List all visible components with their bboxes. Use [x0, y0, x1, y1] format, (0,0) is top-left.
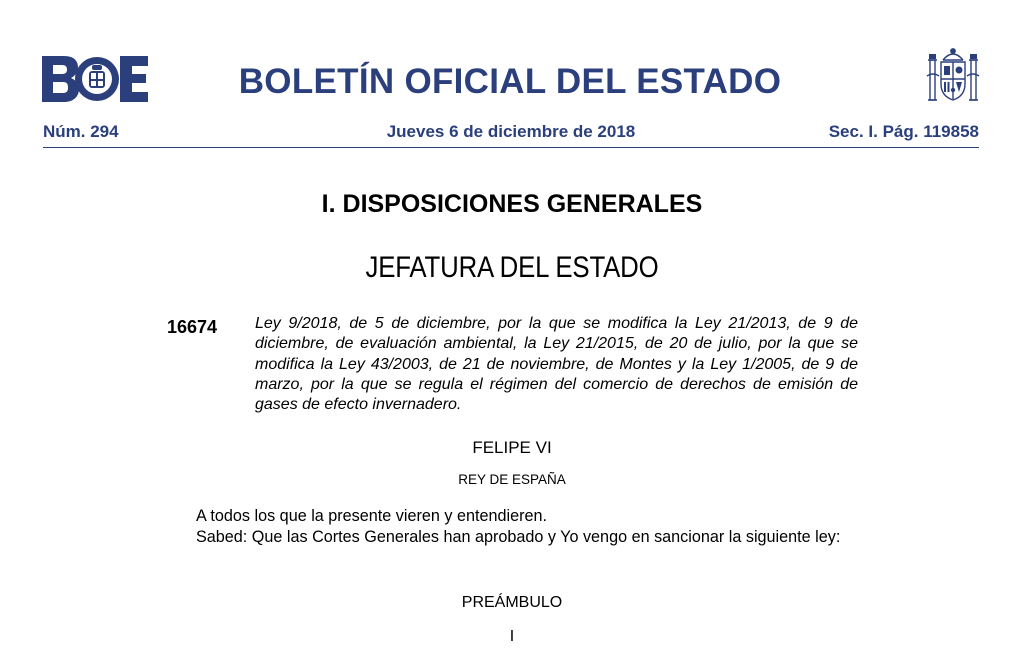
paragraph: Sabed: Que las Cortes Generales han aprobado y Yo vengo en sancionar la siguiente ley: — [196, 527, 841, 546]
boe-logo-icon — [42, 56, 148, 102]
issue-number: Núm. 294 — [43, 122, 119, 141]
header-divider — [43, 147, 979, 148]
preamble-section-numeral: I — [509, 628, 515, 645]
issue-date: Jueves 6 de diciembre de 2018 — [386, 122, 636, 141]
preamble-heading: PREÁMBULO — [461, 594, 563, 611]
law-number: 16674 — [167, 317, 218, 337]
promulgation-text — [168, 506, 858, 547]
coat-of-arms-spain-icon — [925, 46, 981, 106]
section-title: I. DISPOSICIONES GENERALES — [321, 190, 703, 218]
monarch-title: REY DE ESPAÑA — [458, 472, 566, 487]
monarch-name: FELIPE VI — [472, 438, 552, 457]
law-title: Ley 9/2018, de 5 de diciembre, por la que se modifica la Ley 21/2013, de 9 de diciembre, de evaluación ambiental, la Ley 21/2015, de 20 de julio, por la que se modifica la Ley 43/2003, de 21 de noviembre, de Montes y la Ley 1/2005, de 9 de marzo, por la que se regula el régimen del comercio de derechos de emisión de gases de efecto invernadero. — [255, 315, 858, 414]
bulletin-meta-row — [43, 122, 979, 146]
paragraph: A todos los que la presente vieren y entendieren. — [196, 507, 547, 525]
organism-title: JEFATURA DEL ESTADO — [365, 251, 659, 284]
masthead-title: BOLETÍN OFICIAL DEL ESTADO — [238, 62, 782, 101]
section-page: Sec. I. Pág. 119858 — [828, 122, 979, 141]
